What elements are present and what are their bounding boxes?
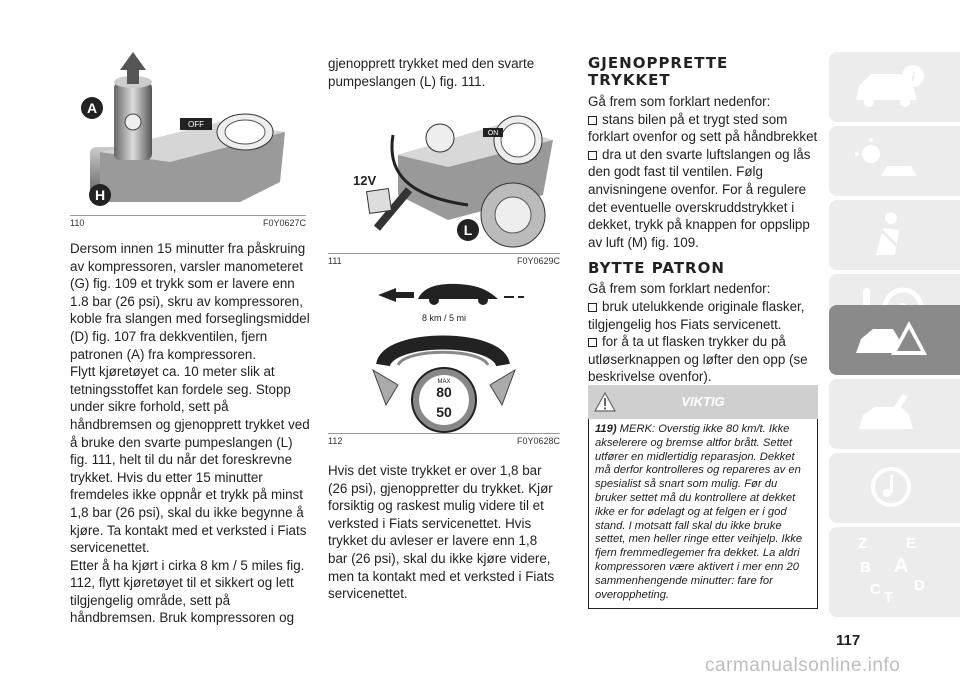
sidebar-tab-safety[interactable] — [829, 200, 960, 270]
warning-triangle-icon — [851, 315, 931, 365]
bullet-text: dra ut den svarte luftslangen og lås den godt fast til ventilen. Følg anvisningene ovenfor. For å regulere det eventuelle overskruddstrykket i dekket, trykk på knappen for oppslipp av luft (M) fig. 109. — [588, 146, 811, 250]
music-phone-icon — [851, 463, 931, 513]
figure-110 — [70, 52, 306, 228]
max-label: MAX — [437, 379, 451, 385]
figure-code: F0Y0628C — [516, 436, 560, 446]
bullet-item — [588, 298, 820, 333]
distance-label: 8 km / 5 mi — [421, 313, 467, 323]
figure-number: 110 — [70, 218, 85, 228]
column-3-text — [588, 55, 820, 386]
figure-code: F0Y0627C — [262, 218, 306, 228]
bullet-item — [588, 111, 820, 146]
figure-111 — [328, 95, 560, 265]
bullet-item — [588, 146, 820, 252]
label-h: H — [94, 187, 106, 203]
figure-number: 111 — [328, 256, 342, 266]
speed-50: 50 — [436, 404, 452, 420]
svg-text:i: i — [911, 69, 915, 84]
bullet-square-icon — [588, 338, 597, 347]
bullet-text: for å ta ut flasken trykker du på utløserknappen og løfter den opp (se beskrivelse ovenfor). — [588, 334, 808, 385]
figure-caption — [70, 215, 306, 228]
section-heading-replace-cartridge: BYTTE PATRON — [588, 259, 725, 278]
index-letter: B — [860, 559, 871, 576]
sidebar-tab-multimedia[interactable] — [829, 453, 960, 523]
bullet-square-icon — [588, 116, 597, 125]
index-letter: A — [894, 555, 909, 577]
bullet-item — [588, 333, 820, 386]
important-header — [588, 385, 818, 419]
bullet-square-icon — [588, 151, 597, 160]
sidebar-tab-emergency[interactable] — [829, 305, 960, 375]
paragraph: Hvis det viste trykket er over 1,8 bar (26 psi), gjenoppretter du trykket. Kjør forsiktig og raskest mulig videre til et verksted i Fiats servicenettet. Hvis trykket du avleser er lavere enn 1,8 bar (26 psi), skal du ikke kjøre videre, men ta kontakt med et verksted i Fiats servicenettet. — [328, 463, 555, 602]
dashboard-lights-icon — [851, 136, 931, 186]
bullet-text: bruk utelukkende originale flasker, tilgjengelig hos Fiats servicenett. — [588, 298, 805, 332]
watermark: carmanualsonline.info — [705, 655, 901, 676]
paragraph: Etter å ha kjørt i cirka 8 km / 5 miles fig. 112, flytt kjøretøyet til et sikkert og lett tilgjengelig område, sett på håndbremsen. Bruk kompressoren og — [70, 557, 305, 626]
note-number: 119) — [595, 423, 617, 435]
wrench-car-icon — [851, 389, 931, 439]
airbag-seat-icon — [851, 210, 931, 260]
column-1-text — [70, 240, 310, 627]
sidebar-tab-vehicle-info[interactable] — [829, 52, 960, 122]
sidebar-tab-index[interactable] — [829, 527, 960, 617]
important-box — [588, 419, 818, 609]
alphabet-index-icon — [854, 533, 934, 613]
label-12v: 12V — [353, 173, 377, 188]
speed-80: 80 — [436, 384, 452, 400]
figure-code: F0Y0629C — [516, 256, 560, 266]
index-letter: Z — [858, 535, 868, 552]
page-number: 117 — [836, 632, 861, 649]
index-letter: E — [906, 535, 917, 552]
section-heading-restore-pressure: GJENOPPRETTE TRYKKET — [588, 54, 729, 89]
column-2-top-text — [328, 55, 560, 90]
compressor-cartridge-illustration — [70, 52, 306, 212]
intro-text: Gå frem som forklart nedenfor: — [588, 281, 771, 297]
bullet-square-icon — [588, 303, 597, 312]
note-text: MERK: Overstig ikke 80 km/t. Ikke akselerere og bremse altfor brått. Settet utfører en midlertidig reparasjon. Dekket må derfor kontrolleres og repareres av en spesialist så snart som mulig. Før du bruker settet må du kontrollere at dekket ikke er for ødelagt og at felgen er i god stand. I motsatt fall skal du ikke bruke settet, men heller ringe etter veihjelp. Ikke fjern fremmedlegemer fra dekket. La aldri kompressoren være aktivert i mer enn 20 sammenhengende minutter: fare for overoppheting. — [595, 423, 803, 601]
index-letter: D — [914, 577, 925, 594]
paragraph: Dersom innen 15 minutter fra påskruing av kompressoren, varsler manometeret (G) fig. 109 et trykk som er lavere enn 1.8 bar (26 psi), skru av kompressoren, koble fra slangen med forseglingsmiddel (D) fig. 107 fra dekkventilen, fjern patronen (A) fra kompressoren. — [70, 241, 310, 362]
speed-limit-illustration — [328, 275, 560, 435]
index-letter: T — [884, 589, 894, 606]
bullet-text: stans bilen på et trygt sted som forklart ovenfor og sett på håndbrekket — [588, 111, 818, 145]
index-letter: C — [870, 581, 881, 598]
figure-caption — [328, 253, 560, 266]
compressor-hose-illustration — [328, 95, 560, 255]
off-label: OFF — [188, 120, 204, 129]
on-label: ON — [487, 130, 499, 137]
intro-text: Gå frem som forklart nedenfor: — [588, 94, 771, 109]
figure-112 — [328, 275, 560, 445]
column-2-bottom-text — [328, 462, 560, 603]
figure-caption — [328, 433, 560, 446]
figure-number: 112 — [328, 436, 343, 446]
car-info-icon — [851, 62, 931, 112]
label-a: A — [86, 100, 98, 116]
important-title: VIKTIG — [681, 394, 725, 409]
paragraph: gjenopprett trykket med den svarte pumpeslangen (L) fig. 111. — [328, 56, 535, 89]
label-l: L — [463, 222, 473, 238]
sidebar-tab-dashboard[interactable] — [829, 126, 960, 196]
sidebar-tab-maintenance[interactable] — [829, 379, 960, 449]
paragraph: Flytt kjøretøyet ca. 10 meter slik at tetningsstoffet kan fordele seg. Stopp under sikre forhold, sett på håndbremsen og gjenopprett trykket ved å bruke den svarte pumpeslangen (L) fig. 111, helt til du når det foreskrevne trykket. Hvis du etter 15 minutter fremdeles ikke oppnår et trykk på minst 1,8 bar (26 psi), skal du ikke begynne å kjøre. Ta kontakt med et verksted i Fiats servicenettet. — [70, 364, 310, 556]
